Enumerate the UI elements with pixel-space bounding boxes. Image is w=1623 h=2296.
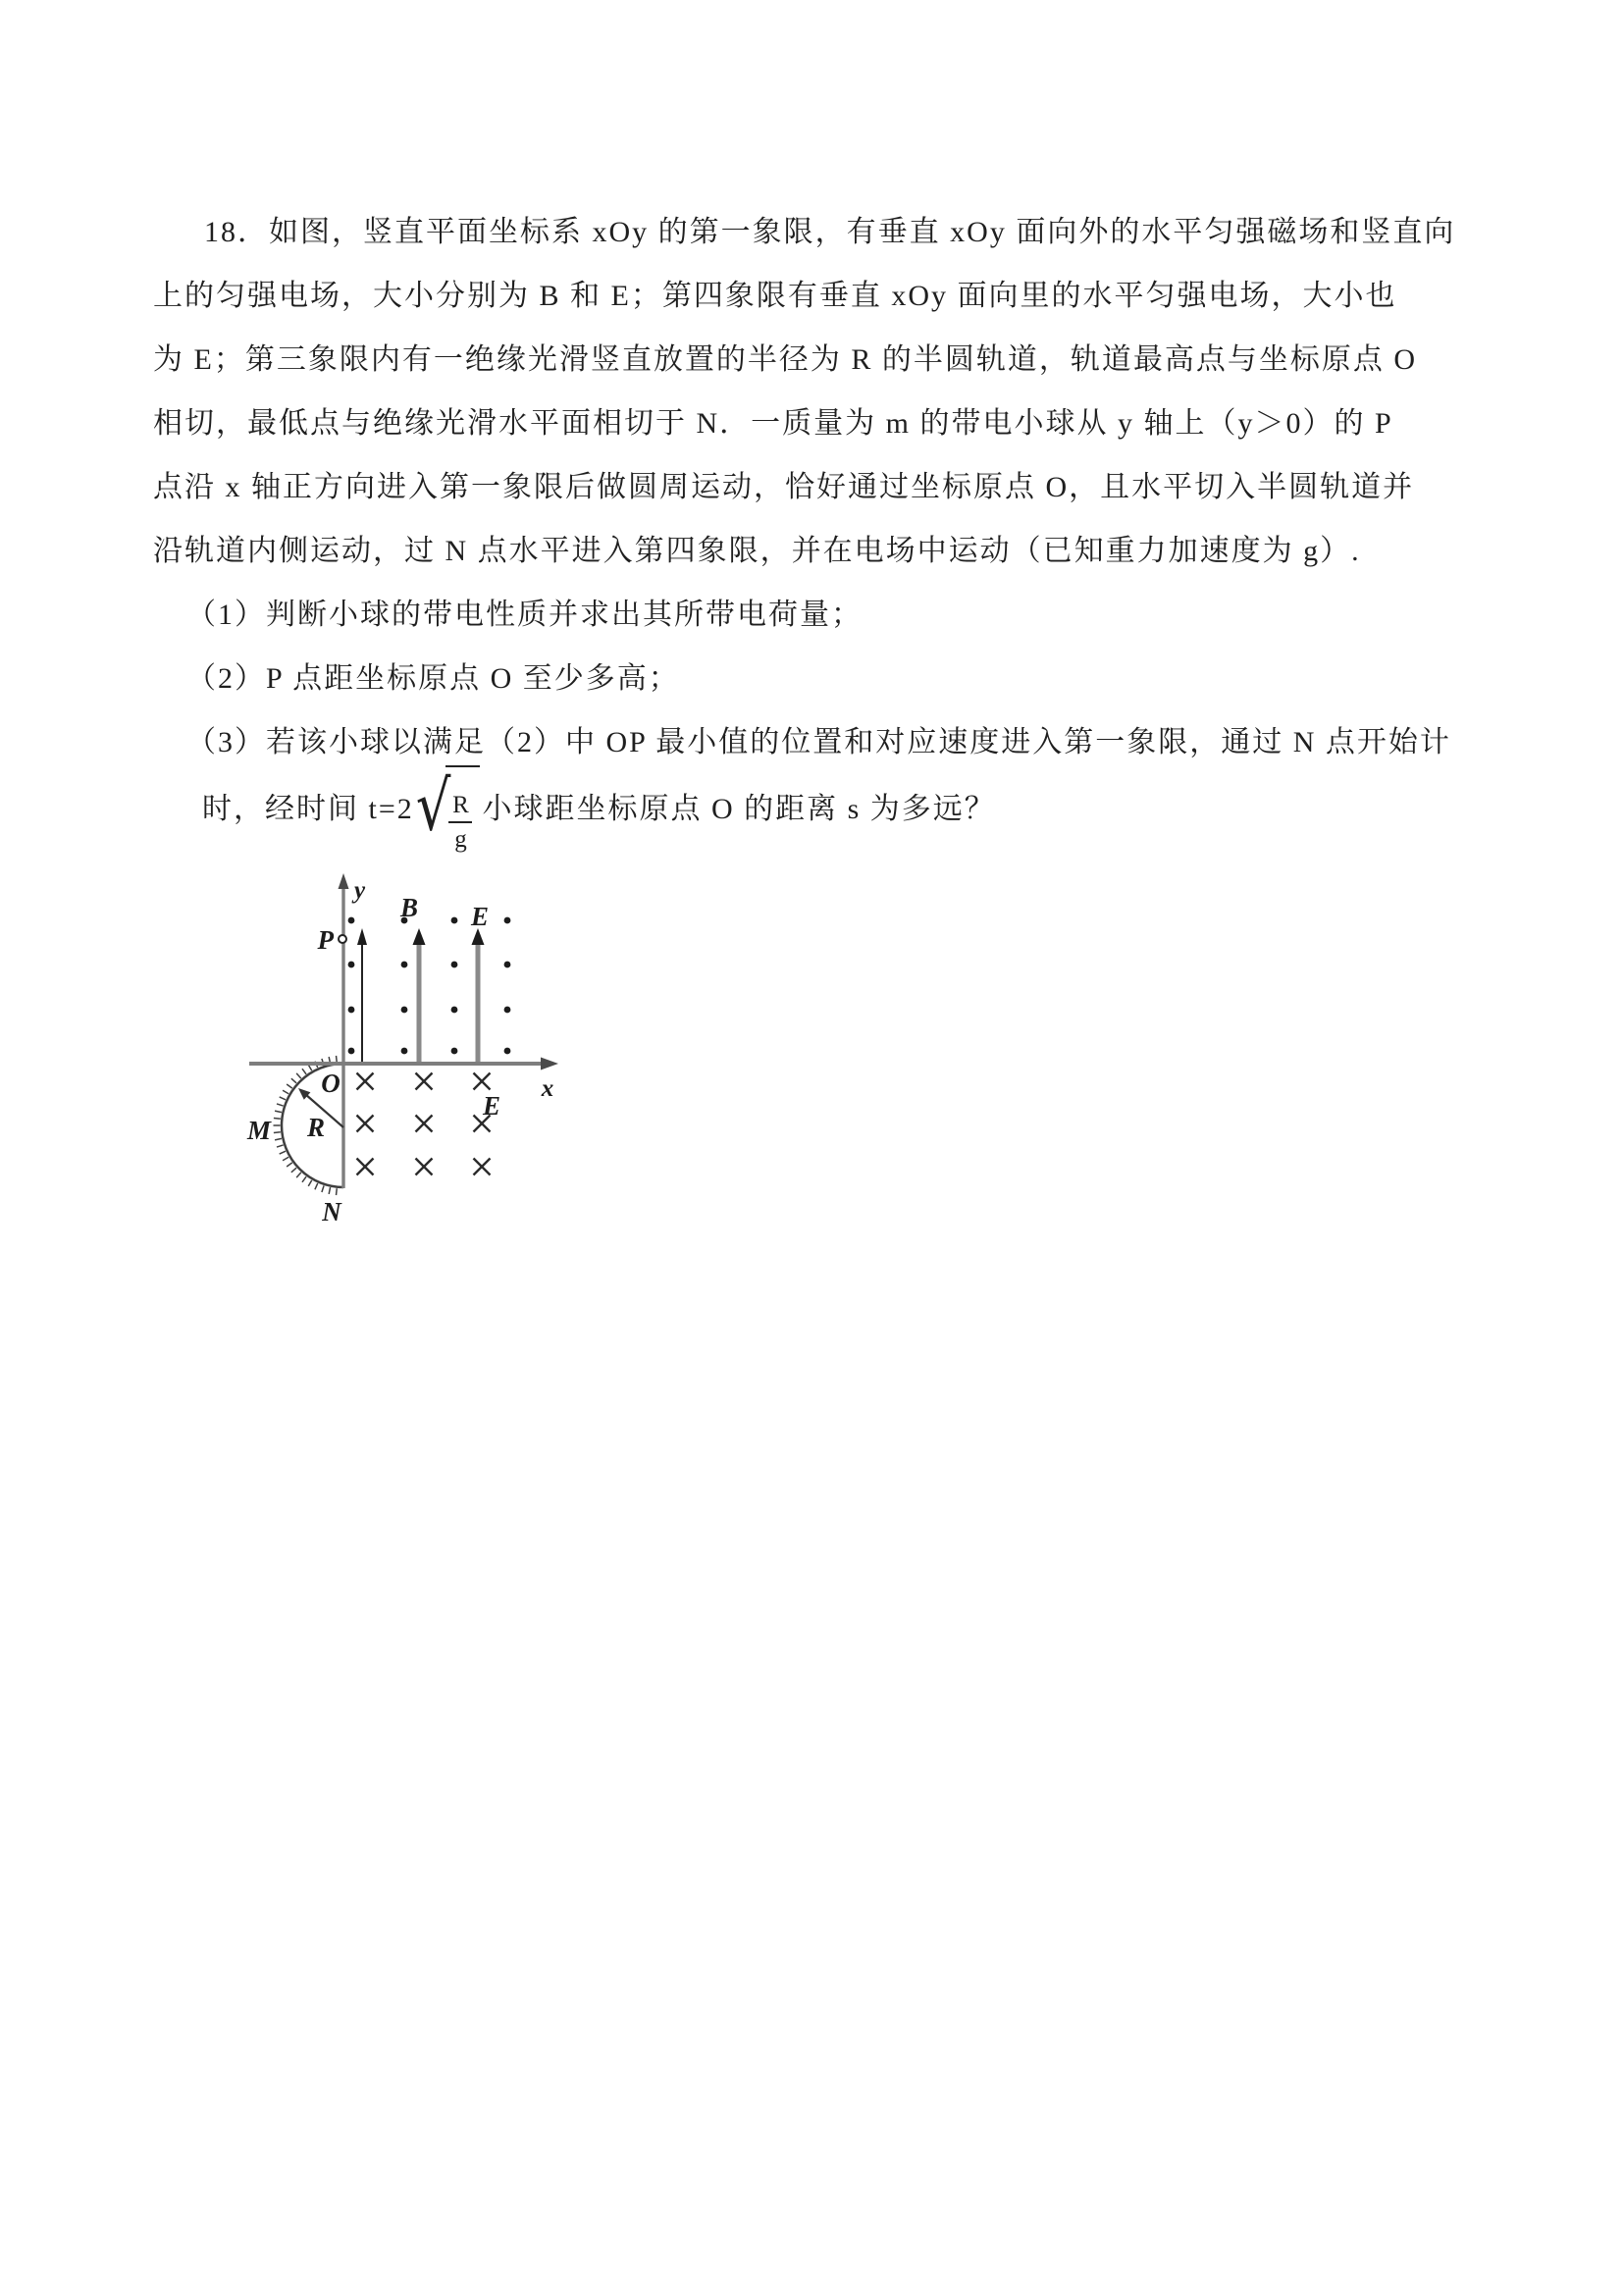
track-hatch-tick [277, 1104, 284, 1106]
track-hatch-tick [277, 1145, 284, 1147]
field-out-dot-icon [348, 962, 355, 968]
track-hatch-tick [280, 1097, 286, 1100]
track-hatch-tick [337, 1188, 338, 1195]
statement-line-6: 沿轨道内侧运动，过 N 点水平进入第四象限，并在电场中运动（已知重力加速度为 g）. [153, 535, 1361, 567]
track-hatch-tick [280, 1151, 286, 1154]
track-hatch-tick [275, 1138, 282, 1139]
track-hatch-tick [287, 1163, 292, 1167]
track-hatch-tick [308, 1180, 312, 1186]
label-b-field: B [399, 893, 419, 922]
field-out-dot-icon [504, 1048, 511, 1055]
field-out-dot-icon [348, 1048, 355, 1055]
label-origin: O [321, 1069, 340, 1098]
e-field-up-arrowhead-icon [413, 928, 426, 945]
field-out-dot-icon [348, 1007, 355, 1014]
formula-suffix: 小球距坐标原点 O 的距离 s 为多远？ [482, 792, 996, 825]
problem-statement [153, 200, 1480, 853]
track-hatch-tick [275, 1111, 282, 1112]
track-hatch-tick [329, 1187, 330, 1194]
statement-line-2: 上的匀强电场，大小分别为 B 和 E；第四象限有垂直 xOy 面向里的水平匀强电场，大小也 [153, 280, 1397, 312]
track-hatch-tick [274, 1119, 281, 1120]
physics-diagram [236, 868, 574, 1241]
label-point-m: M [246, 1116, 272, 1145]
label-radius-r: R [306, 1113, 326, 1142]
y-axis-arrowhead-icon [339, 873, 349, 889]
track-hatch-tick [291, 1078, 296, 1083]
track-hatch-tick [287, 1084, 292, 1088]
statement-line-4: 相切，最低点与绝缘光滑水平面相切于 N．一质量为 m 的带电小球从 y 轴上（y＞0）的 P [153, 407, 1393, 440]
up-arrows-group [357, 928, 485, 1062]
track-hatch-tick [274, 1132, 281, 1133]
cross-field-group [357, 1073, 491, 1175]
label-y-axis: y [354, 877, 366, 904]
formula-prefix: 时，经时间 t=2 [202, 792, 414, 825]
label-point-p: P [317, 925, 334, 955]
question-3-line-2 [153, 766, 1480, 853]
statement-line-5: 点沿 x 轴正方向进入第一象限后做圆周运动，恰好通过坐标原点 O，且水平切入半圆轨道并 [153, 471, 1415, 503]
dot-field-group [348, 917, 511, 1055]
track-hatch-tick [296, 1173, 301, 1177]
question-3-line-1: （3）若该小球以满足（2）中 OP 最小值的位置和对应速度进入第一象限，通过 N 点开始计 [186, 726, 1451, 758]
track-hatch-tick [322, 1185, 324, 1192]
fraction-denominator: g [454, 826, 467, 853]
x-axis-arrowhead-icon [541, 1058, 558, 1070]
field-out-dot-icon [504, 962, 511, 968]
label-x-axis: x [541, 1075, 554, 1102]
label-point-n: N [322, 1197, 341, 1226]
statement-line-3: 为 E；第三象限内有一绝缘光滑竖直放置的半径为 R 的半圆轨道，轨道最高点与坐标原点 O [153, 343, 1417, 376]
field-out-dot-icon [451, 962, 458, 968]
field-out-dot-icon [451, 1007, 458, 1014]
e-field-up-arrowhead-icon [357, 928, 367, 945]
field-out-dot-icon [451, 917, 458, 924]
point-p-marker [339, 935, 346, 943]
track-hatch-tick [296, 1073, 301, 1078]
sqrt-expression [415, 766, 481, 853]
track-hatch-tick [315, 1183, 318, 1189]
track-hatch-tick [337, 1056, 338, 1063]
track-hatch-tick [283, 1090, 288, 1094]
field-out-dot-icon [401, 1048, 408, 1055]
field-out-dot-icon [348, 917, 355, 924]
sqrt-radical-icon: √ [415, 766, 453, 847]
label-e-field-q1: E [470, 902, 490, 931]
label-e-field-q4: E [482, 1091, 501, 1121]
field-out-dot-icon [401, 962, 408, 968]
track-hatch-tick [283, 1157, 288, 1161]
question-1: （1）判断小球的带电性质并求出其所带电荷量； [186, 599, 863, 631]
fraction-numerator: R [452, 792, 469, 818]
field-out-dot-icon [504, 1007, 511, 1014]
field-out-dot-icon [504, 917, 511, 924]
track-hatch-tick [302, 1176, 306, 1182]
field-out-dot-icon [401, 1007, 408, 1014]
field-out-dot-icon [451, 1048, 458, 1055]
track-hatch-tick [302, 1069, 306, 1074]
question-2: （2）P 点距坐标原点 O 至少多高； [186, 662, 680, 695]
track-hatch-tick [291, 1168, 296, 1173]
statement-line-1: 18．如图，竖直平面坐标系 xOy 的第一象限，有垂直 xOy 面向外的水平匀强磁场和竖直向 [204, 216, 1456, 248]
